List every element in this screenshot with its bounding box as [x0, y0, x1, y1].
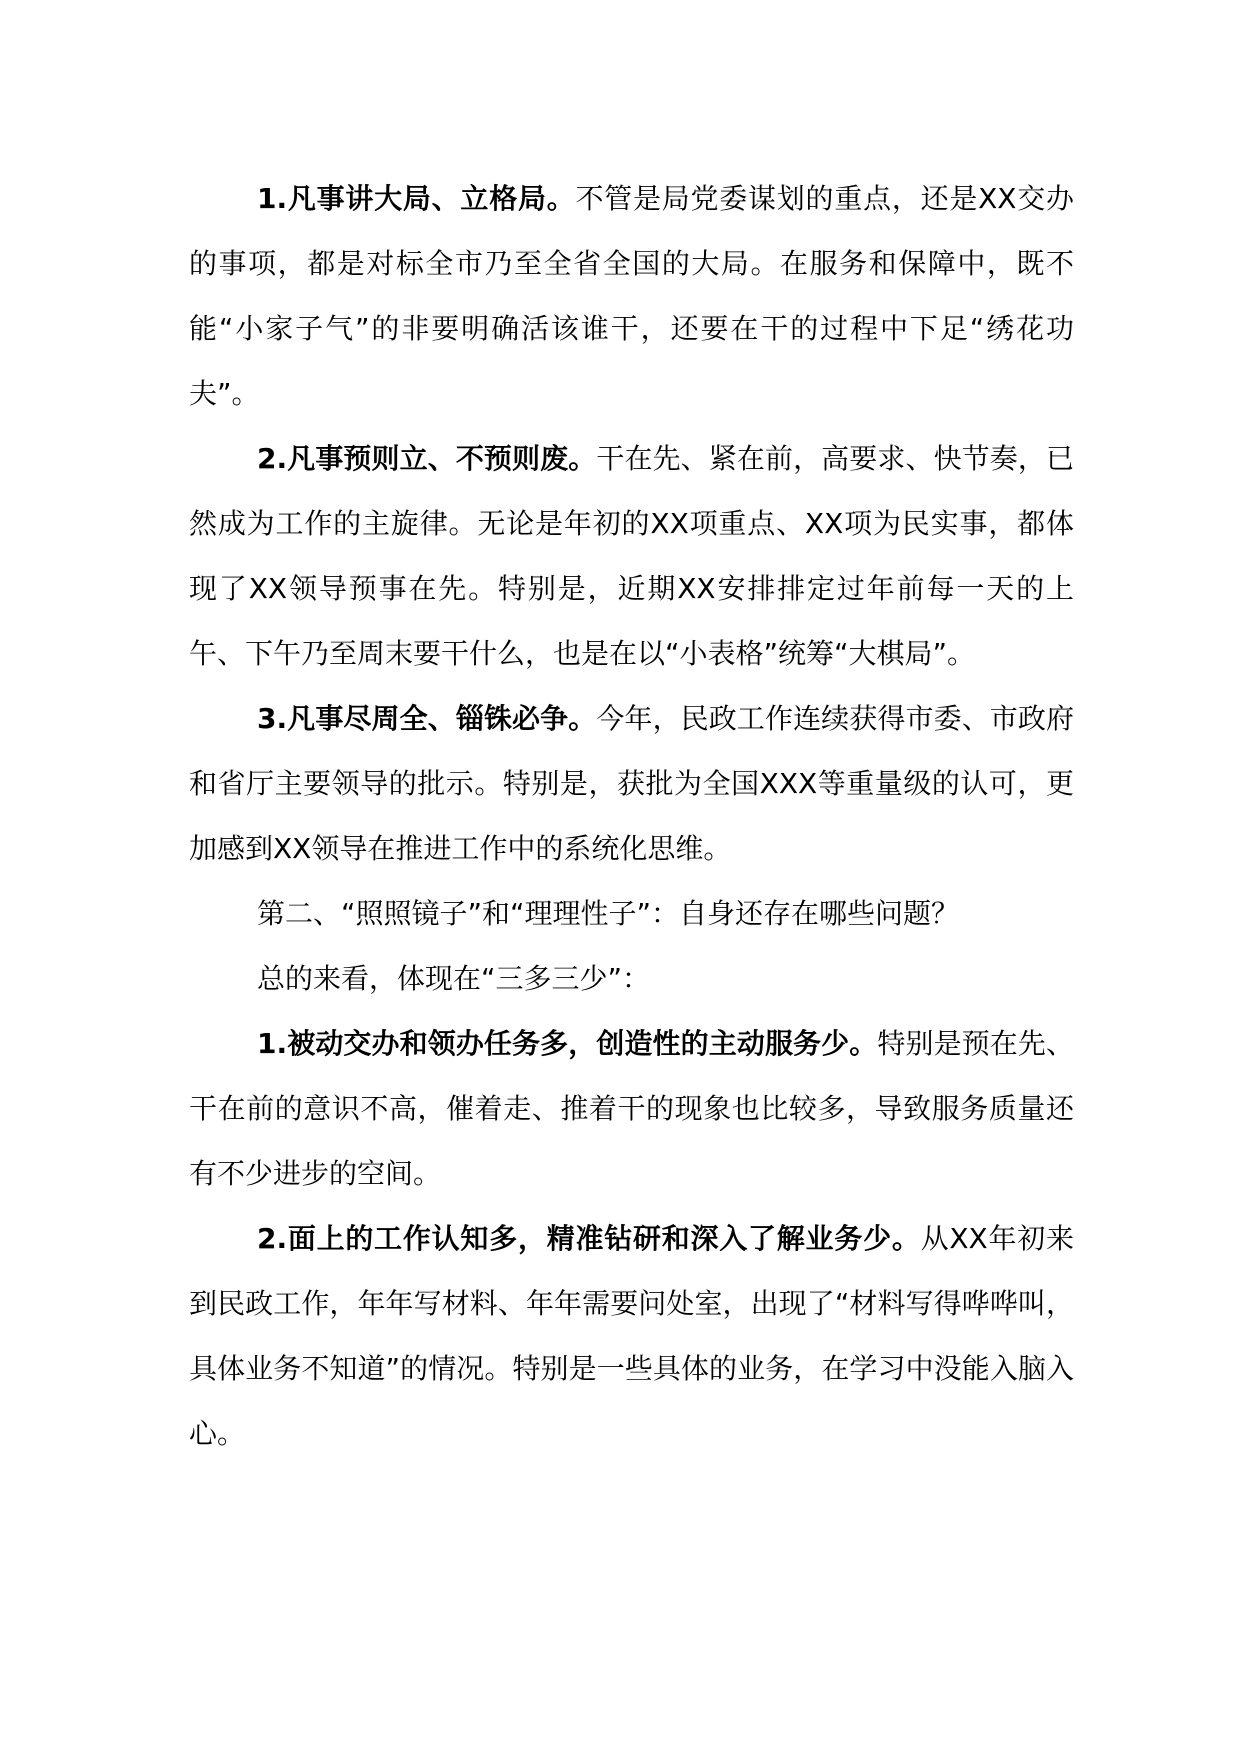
section-heading-2 [189, 881, 1074, 946]
paragraph-3-body: 今年，民政工作连续获得市委、市政府和省厅主要领导的批示。特别是，获批为全国XXX等重量级的认可，更加感到XX领导在推进工作中的系统化思维。 [189, 702, 1074, 865]
paragraph-4 [189, 1011, 1074, 1206]
paragraph-5-lead: 2.面上的工作认知多，精准钻研和深入了解业务少。 [257, 1222, 921, 1255]
paragraph-2-lead: 2.凡事预则立、不预则废。 [257, 442, 597, 475]
document-body [189, 166, 1074, 1466]
paragraph-3-lead: 3.凡事尽周全、锱铢必争。 [257, 702, 597, 735]
paragraph-3 [189, 686, 1074, 881]
paragraph-2-body: 干在先、紧在前，高要求、快节奏，已然成为工作的主旋律。无论是年初的XX项重点、XX项为民实事，都体现了XX领导预事在先。特别是，近期XX安排排定过年前每一天的上午、下午乃至周末要干什么，也是在以“小表格”统筹“大棋局”。 [189, 442, 1074, 670]
paragraph-2 [189, 426, 1074, 686]
paragraph-1-lead: 1.凡事讲大局、立格局。 [257, 182, 576, 215]
paragraph-4-lead: 1.被动交办和领办任务多，创造性的主动服务少。 [257, 1027, 878, 1060]
paragraph-1 [189, 166, 1074, 426]
paragraph-5 [189, 1206, 1074, 1466]
section-heading-2-text: 第二、“照照镜子”和“理理性子”：自身还存在哪些问题？ [257, 897, 960, 930]
paragraph-5-body: 从XX年初来到民政工作，年年写材料、年年需要问处室，出现了“材料写得哗哗叫，具体业务不知道”的情况。特别是一些具体的业务，在学习中没能入脑入心。 [189, 1222, 1074, 1450]
summary-line-text: 总的来看，体现在“三多三少”： [257, 962, 651, 995]
summary-line [189, 946, 1074, 1011]
paragraph-1-body: 不管是局党委谋划的重点，还是XX交办的事项，都是对标全市乃至全省全国的大局。在服务和保障中，既不能“小家子气”的非要明确活该谁干，还要在干的过程中下足“绣花功夫”。 [189, 182, 1074, 410]
paragraph-4-body: 特别是预在先、干在前的意识不高，催着走、推着干的现象也比较多，导致服务质量还有不少进步的空间。 [189, 1027, 1074, 1190]
